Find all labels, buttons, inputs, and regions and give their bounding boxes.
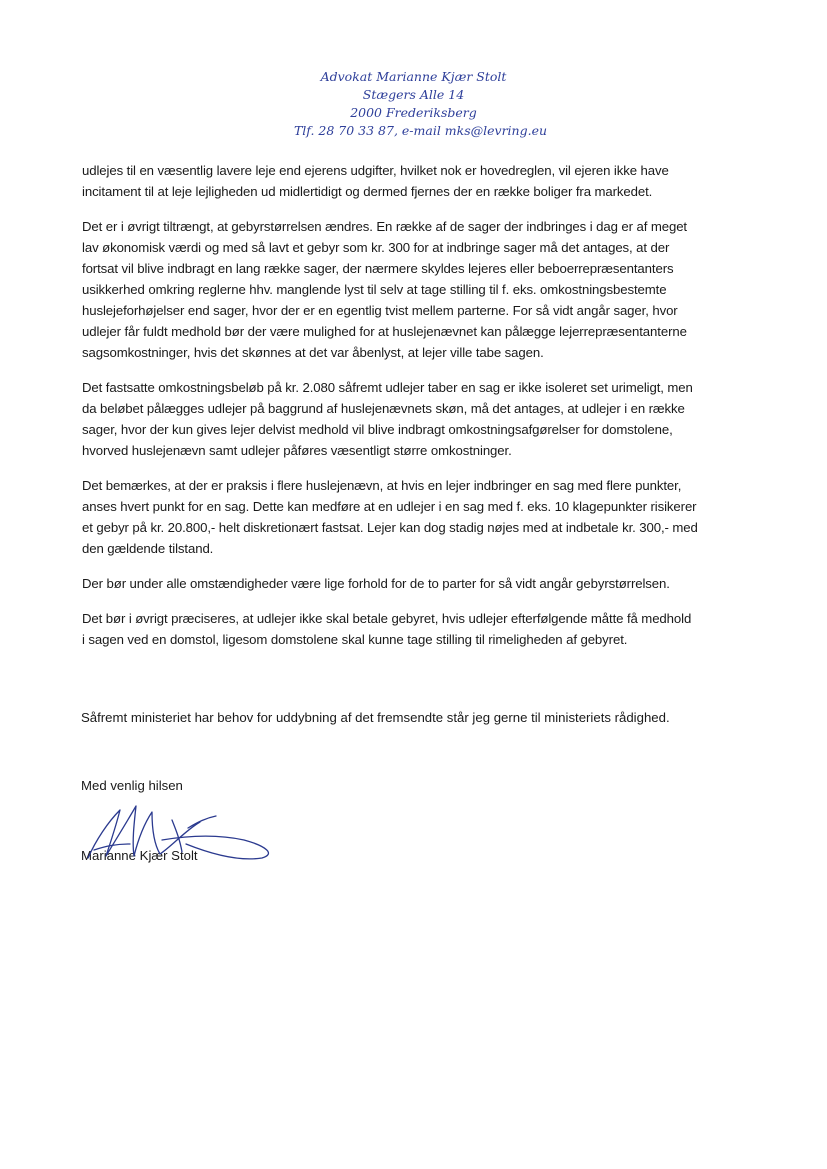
text-line: Der bør under alle omstændigheder være lige forhold for de to parter for så vidt angår gebyrstørrelsen. [82,576,670,591]
signatory-name: Marianne Kjær Stolt [81,848,198,863]
text-line: sagsomkostninger, hvis det skønnes at det var åbenlyst, at lejer ville tabe sagen. [82,345,544,360]
paragraph [82,160,752,202]
closing-offer: Såfremt ministeriet har behov for uddybning af det fremsendte står jeg gerne til ministeriets rådighed. [81,710,670,725]
letterhead [0,68,827,140]
text-line: udlejer får fuldt medhold bør der være mulighed for at huslejenævnet kan pålægge lejerrepræsentanterne [82,324,687,339]
letterhead-name: Advokat Marianne Kjær Stolt [320,69,507,84]
letterhead-city: 2000 Frederiksberg [350,105,477,120]
text-line: et gebyr på kr. 20.800,- helt diskretionært fastsat. Lejer kan dog stadig nøjes med at indbetale kr. 300,- med [82,520,698,535]
paragraph [82,475,752,559]
text-line: hvorved huslejenævn samt udlejer påføres væsentligt større omkostninger. [82,443,512,458]
text-line: udlejes til en væsentlig lavere leje end ejerens udgifter, hvilket nok er hovedreglen, vil ejeren ikke have [82,163,669,178]
text-line: anses hvert punkt for en sag. Dette kan medføre at en udlejer i en sag med f. eks. 10 klagepunkter risikerer [82,499,697,514]
letter-body [82,160,752,664]
letterhead-street: Stægers Alle 14 [362,87,465,102]
text-line: lav økonomisk værdi og med så lavt et gebyr som kr. 300 for at indbringe sager må det antages, at der [82,240,670,255]
letterhead-contact: Tlf. 28 70 33 87, e-mail mks@levring.eu [293,123,548,138]
text-line: sager, hvor der kun gives lejer delvist medhold vil blive indbragt omkostningsafgørelser for domstolene, [82,422,673,437]
text-line: incitament til at leje lejligheden ud midlertidigt og dermed fjernes der en række boliger fra markedet. [82,184,653,199]
text-line: i sagen ved en domstol, ligesom domstolene skal kunne tage stilling til rimeligheden af gebyret. [82,632,628,647]
paragraph [82,216,752,363]
closing-greeting: Med venlig hilsen [81,778,183,793]
text-line: den gældende tilstand. [82,541,214,556]
text-line: da beløbet pålægges udlejer på baggrund af huslejenævnets skøn, må det antages, at udlejer i en række [82,401,685,416]
text-line: Det bemærkes, at der er praksis i flere huslejenævn, at hvis en lejer indbringer en sag med flere punkter, [82,478,682,493]
handwritten-signature [76,800,276,870]
text-line: fortsat vil blive indbragt en lang række sager, der nærmere skyldes lejeres eller beboerrepræsentanters [82,261,674,276]
paragraph [82,608,752,650]
text-line: Det fastsatte omkostningsbeløb på kr. 2.080 såfremt udlejer taber en sag er ikke isoleret set urimeligt, men [82,380,693,395]
text-line: huslejeforhøjelser end sager, hvor der er en egentlig tvist mellem parterne. For så vidt angår sager, hvor [82,303,678,318]
paragraph [82,573,752,594]
text-line: usikkerhed omkring reglerne hhv. manglende lyst til selv at tage stilling til f. eks. omkostningsbestemte [82,282,667,297]
text-line: Det bør i øvrigt præciseres, at udlejer ikke skal betale gebyret, hvis udlejer efterfølgende måtte få medhold [82,611,692,626]
text-line: Det er i øvrigt tiltrængt, at gebyrstørrelsen ændres. En række af de sager der indbringes i dag er af meget [82,219,687,234]
paragraph [82,377,752,461]
